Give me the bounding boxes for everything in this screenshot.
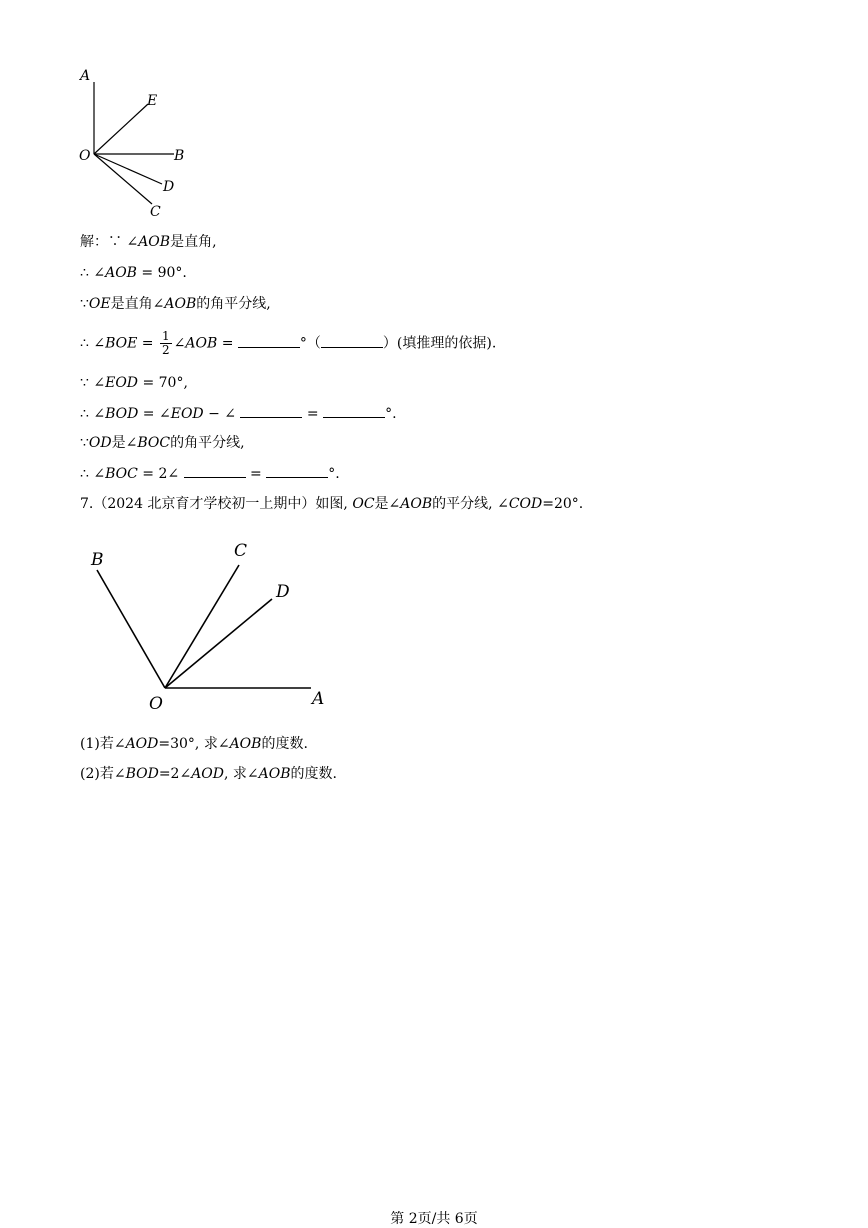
label-d: D — [276, 582, 290, 602]
fraction-one-half: $\frac{1}{2}$ — [161, 329, 170, 357]
ray-od — [165, 599, 272, 688]
label-o: O — [79, 148, 91, 164]
label-o: O — [149, 694, 163, 714]
ray-oe — [94, 104, 148, 154]
question-7-stem: 7.（2024 北京育才学校初一上期中）如图, OC是∠AOB的平分线, ∠COD=20°. — [80, 496, 584, 512]
question-7-part-2: (2)若∠BOD=2∠AOD, 求∠AOB的度数. — [80, 766, 337, 782]
answer-blank-2[interactable] — [321, 334, 383, 348]
label-b: B — [174, 148, 185, 164]
answer-blank-6[interactable] — [266, 464, 328, 478]
label-a: A — [80, 68, 91, 84]
label-a: A — [312, 689, 325, 709]
answer-blank-3[interactable] — [240, 404, 302, 418]
ray-oc — [94, 154, 152, 204]
solution-line-4: ∴ ∠BOE = $\frac{1}{2}$ ∠AOB = °（ ）(填推理的依据). — [80, 329, 497, 357]
solution-line-1: 解：∵ ∠AOB是直角, — [80, 234, 217, 250]
figure-angle-bisector — [80, 535, 340, 720]
ray-od — [94, 154, 162, 184]
answer-blank-1[interactable] — [238, 334, 300, 348]
label-c: C — [150, 204, 161, 220]
ray-ob — [97, 570, 165, 688]
solution-line-2: ∴ ∠AOB = 90°. — [80, 265, 187, 281]
label-e: E — [147, 93, 158, 109]
answer-blank-5[interactable] — [184, 464, 246, 478]
figure-angle-aob-rays — [70, 60, 200, 225]
question-7-part-1: (1)若∠AOD=30°, 求∠AOB的度数. — [80, 736, 308, 752]
solution-line-3: ∵OE是直角∠AOB的角平分线, — [80, 296, 271, 312]
ray-oc — [165, 565, 239, 688]
label-c: C — [234, 541, 248, 561]
label-d: D — [163, 179, 175, 195]
answer-blank-4[interactable] — [323, 404, 385, 418]
solution-line-5: ∵ ∠EOD = 70°, — [80, 375, 188, 391]
page-footer: 第 2页/共 6页 — [390, 1211, 478, 1227]
solution-line-8: ∴ ∠BOC = 2∠ = °. — [80, 466, 340, 482]
solution-line-7: ∵OD是∠BOC的角平分线, — [80, 435, 245, 451]
label-b: B — [91, 550, 104, 570]
solution-line-6: ∴ ∠BOD = ∠EOD − ∠ = °. — [80, 406, 397, 422]
